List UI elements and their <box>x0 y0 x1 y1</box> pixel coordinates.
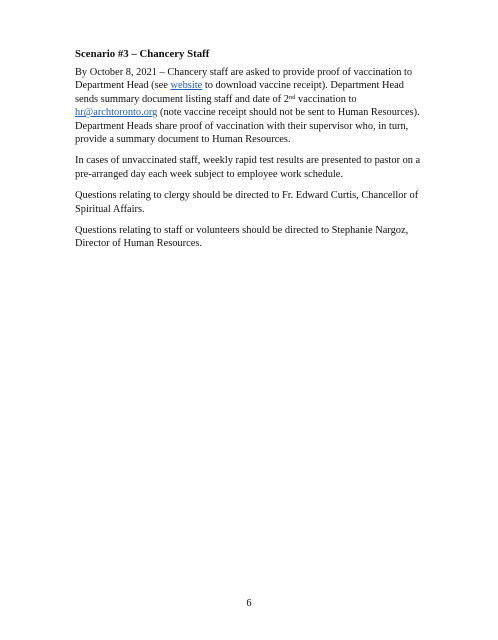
hr-email-link[interactable]: hr@archtoronto.org <box>75 107 158 119</box>
page-content <box>75 48 427 259</box>
paragraph-clergy-questions: Questions relating to clergy should be directed to Fr. Edward Curtis, Chancellor of Spiritual Affairs. <box>75 190 419 215</box>
p1-text-4: (note vaccine receipt should not be sent to Human Resources). Department Heads share proof of vaccination with their supervisor who, in turn, provide a summary document to Human Resources. <box>75 107 420 146</box>
p1-text-3: vaccination to <box>295 93 357 105</box>
paragraph-staff-questions: Questions relating to staff or volunteers should be directed to Stephanie Nargoz, Director of Human Resources. <box>75 225 409 250</box>
p1-text-2: to download vaccine receipt). Department Head sends summary document listing staff and date of 2 <box>75 80 404 105</box>
paragraph-unvaccinated-staff: In cases of unvaccinated staff, weekly rapid test results are presented to pastor on a pre-arranged day each week subject to employee work schedule. <box>75 155 421 180</box>
section-heading: Scenario #3 – Chancery Staff <box>75 48 210 60</box>
ordinal-superscript: nd <box>288 93 296 101</box>
paragraph-proof-of-vaccination <box>75 66 427 146</box>
website-link[interactable]: website <box>170 80 203 92</box>
page-number: 6 <box>246 598 252 609</box>
p1-text-1: By October 8, 2021 – Chancery staff are asked to provide proof of vaccination to Department Head (see <box>75 67 413 92</box>
